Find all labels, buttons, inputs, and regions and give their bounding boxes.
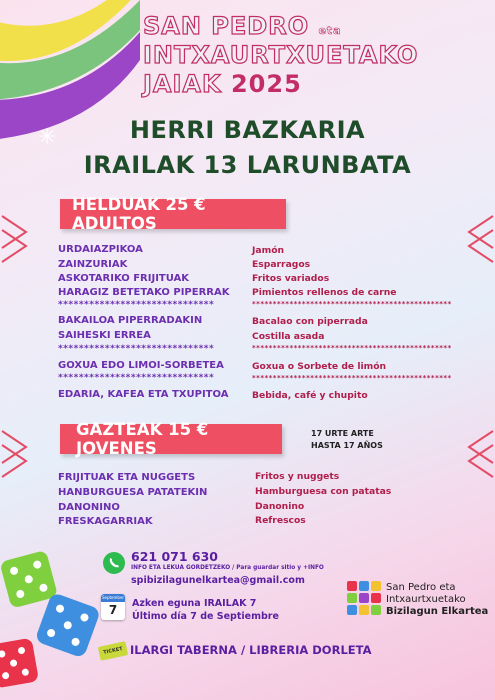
separator: ****************************** [58, 344, 215, 354]
separator: ****************************** [58, 300, 215, 310]
menu-item-es: Esparragos [252, 259, 311, 270]
menu-item-eu: SAIHESKI ERREA [58, 330, 151, 341]
menu-item-es: Bebida, café y chupito [252, 390, 368, 401]
menu-item-eu: FRIJITUAK ETA NUGGETS [58, 472, 196, 483]
separator: ************************************************ [252, 374, 452, 382]
header-line3: JAIAK 2025 [143, 70, 302, 98]
header-line2: INTXAURTXUETAKO [143, 41, 419, 69]
separator: ************************************************ [252, 344, 452, 352]
calendar-icon: September 7 [101, 594, 125, 620]
menu-item-eu: HANBURGUESA PATATEKIN [58, 487, 208, 498]
age-limit-es: HASTA 17 AÑOS [311, 441, 383, 450]
event-date: IRAILAK 13 LARUNBATA [83, 151, 412, 179]
adults-price-label: HELDUAK 25 € ADULTOS [60, 199, 286, 229]
menu-item-eu: EDARIA, KAFEA ETA TXUPITOA [58, 389, 229, 400]
menu-item-eu: FRESKAGARRIAK [58, 516, 153, 527]
menu-item-es: Goxua o Sorbete de limón [252, 361, 387, 372]
separator: ************************************************ [252, 300, 452, 308]
menu-item-eu: URDAIAZPIKOA [58, 244, 143, 255]
menu-item-eu: BAKAILOA PIPERRADAKIN [58, 315, 203, 326]
menu-item-es: Jamón [252, 245, 285, 256]
menu-item-es: Costilla asada [252, 331, 325, 342]
logo-line3: Bizilagun Elkartea [386, 606, 489, 617]
age-limit-eu: 17 URTE ARTE [311, 429, 374, 438]
chevron-icon [455, 210, 495, 270]
menu-item-eu: GOXUA EDO LIMOI-SORBETEA [58, 360, 224, 371]
phone-number: 621 071 630 [131, 549, 218, 564]
menu-item-es: Pimientos rellenos de carne [252, 287, 397, 298]
menu-item-es: Fritos y nuggets [255, 471, 340, 482]
sparkle-icon: ✳ [38, 125, 57, 150]
chevron-icon [0, 210, 40, 270]
youth-price-label: GAZTEAK 15 € JOVENES [60, 424, 282, 454]
deadline-es: Último día 7 de Septiembre [132, 611, 279, 622]
deadline-eu: Azken eguna IRAILAK 7 [132, 598, 257, 609]
menu-item-eu: ZAINZURIAK [58, 259, 128, 270]
event-title: HERRI BAZKARIA [129, 116, 366, 144]
logo-line2: Intxaurtxuetako [386, 594, 466, 605]
menu-item-es: Fritos variados [252, 273, 330, 284]
menu-item-es: Danonino [255, 501, 305, 512]
chevron-icon [455, 425, 495, 485]
whatsapp-icon [102, 551, 126, 575]
header-line1: SAN PEDRO eta [143, 12, 342, 40]
menu-item-es: Hamburguesa con patatas [255, 486, 392, 497]
booking-note: INFO ETA LEKUA GORDETZEKO / Para guardar sitio y +INFO [131, 565, 324, 571]
menu-item-es: Bacalao con piperrada [252, 316, 368, 327]
association-logo [346, 580, 384, 616]
menu-item-eu: HARAGIZ BETETAKO PIPERRAK [58, 287, 230, 298]
ticket-sales-locations: ILARGI TABERNA / LIBRERIA DORLETA [130, 643, 372, 657]
ticket-icon: TICKET [98, 641, 128, 661]
menu-item-eu: ASKOTARIKO FRIJITUAK [58, 273, 190, 284]
dice-icon [0, 545, 110, 700]
email: spibizilagunelkartea@gmail.com [131, 575, 305, 586]
separator: ****************************** [58, 373, 215, 383]
menu-item-eu: DANONINO [58, 502, 120, 513]
logo-line1: San Pedro eta [386, 582, 456, 593]
chevron-icon [0, 425, 40, 485]
menu-item-es: Refrescos [255, 515, 306, 526]
